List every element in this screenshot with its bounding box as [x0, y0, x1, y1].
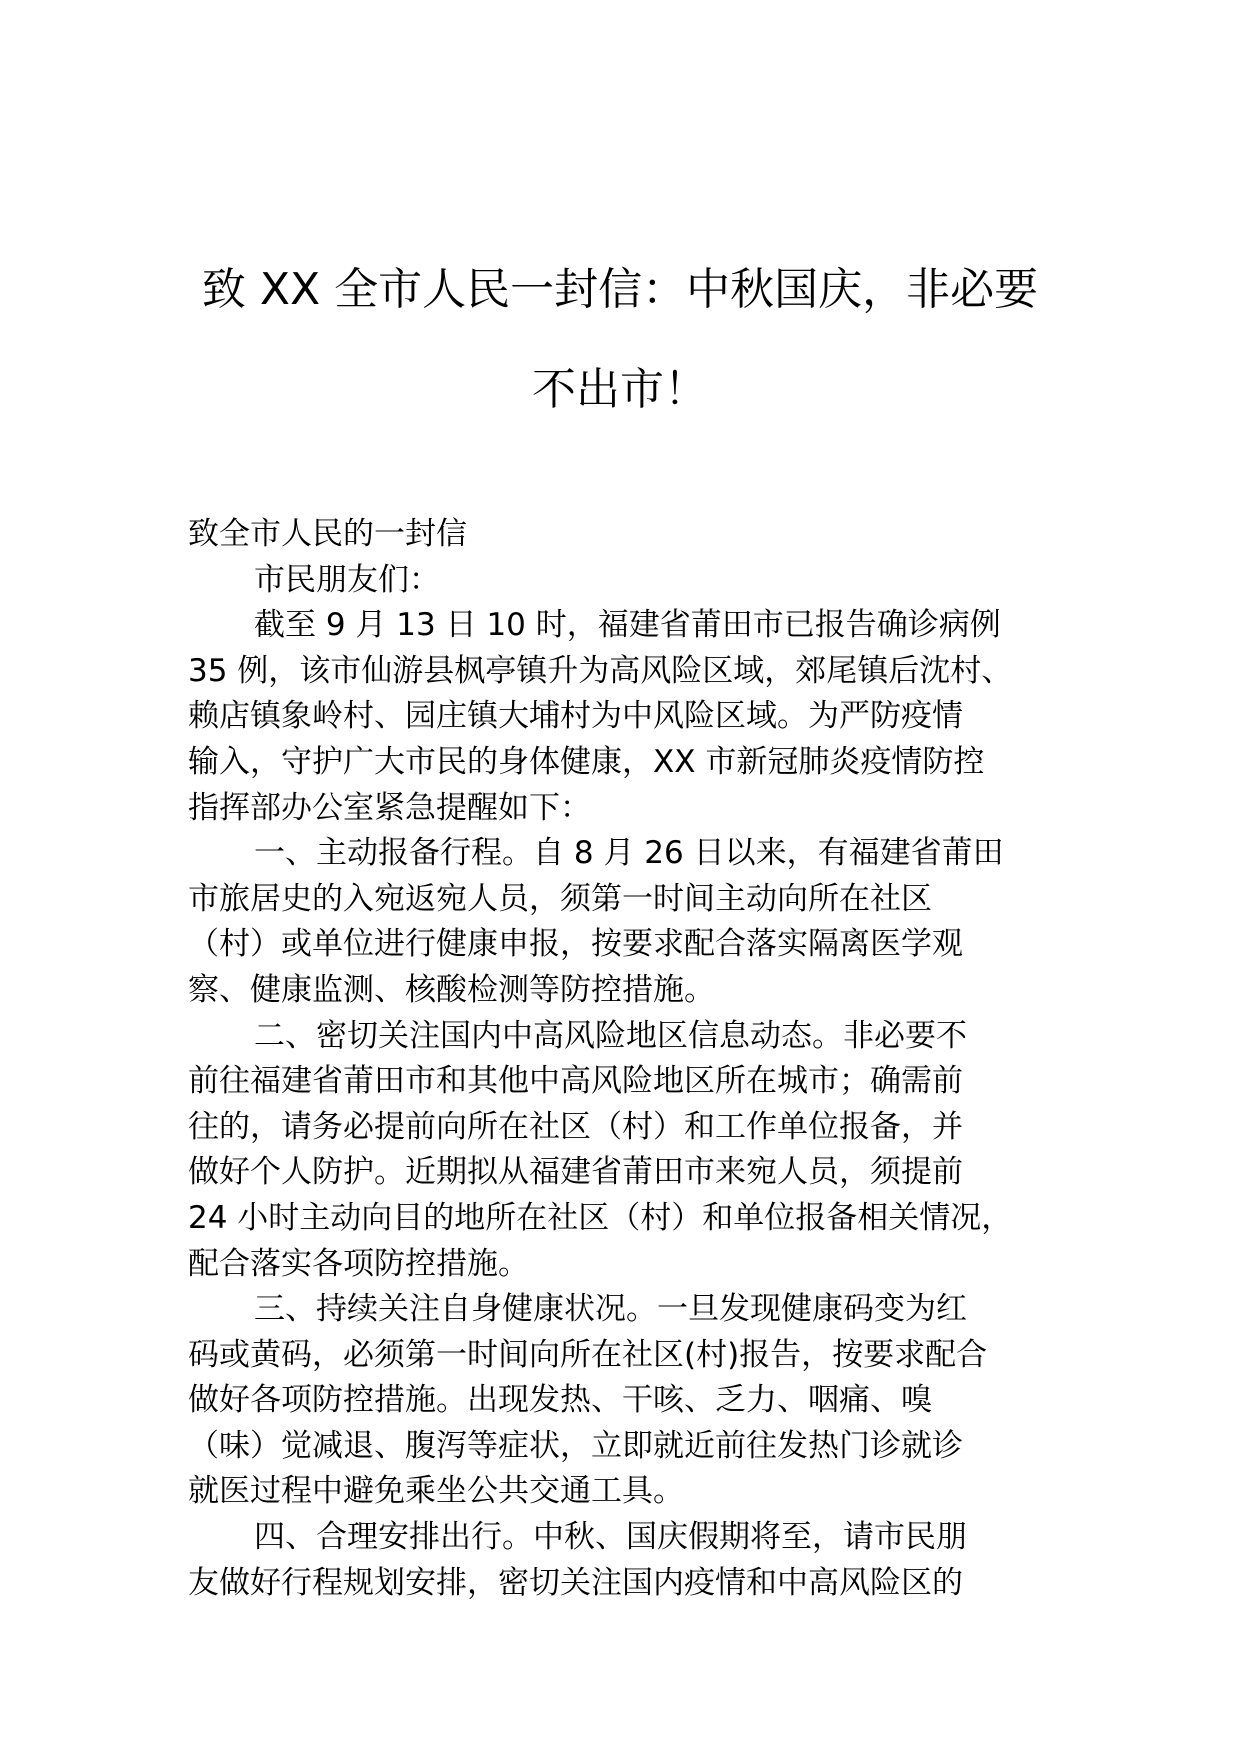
body-line: 做好个人防护。近期拟从福建省莆田市来宛人员，须提前 — [188, 1154, 963, 1191]
body-line: 赖店镇象岭村、园庄镇大埔村为中风险区域。为严防疫情 — [188, 698, 963, 735]
body-line: （村）或单位进行健康申报，按要求配合落实隔离医学观 — [188, 926, 963, 963]
body-line: 二、密切关注国内中高风险地区信息动态。非必要不 — [254, 1017, 967, 1054]
body-line: 输入，守护广大市民的身体健康，XX 市新冠肺炎疫情防控 — [188, 743, 985, 780]
body-line: 指挥部办公室紧急提醒如下： — [188, 789, 591, 826]
body-line: 三、持续关注自身健康状况。一旦发现健康码变为红 — [254, 1291, 967, 1328]
body-line: 35 例，该市仙游县枫亭镇升为高风险区域，郊尾镇后沈村、 — [188, 652, 1013, 689]
page-title — [160, 240, 1080, 440]
body-line: 做好各项防控措施。出现发热、干咳、乏力、咽痛、嗅 — [188, 1382, 932, 1419]
body-line: 一、主动报备行程。自 8 月 26 日以来，有福建省莆田 — [254, 835, 1004, 872]
title-line: 致 XX 全市人民一封信：中秋国庆，非必要 — [201, 264, 1039, 315]
body-line: 致全市人民的一封信 — [188, 516, 467, 552]
body-line: 前往福建省莆田市和其他中高风险地区所在城市；确需前 — [188, 1063, 963, 1100]
body-line: 四、合理安排出行。中秋、国庆假期将至，请市民朋 — [254, 1519, 967, 1556]
body-line: 市旅居史的入宛返宛人员，须第一时间主动向所在社区 — [188, 880, 932, 917]
title-line: 不出市！ — [532, 364, 708, 415]
body-line: 就医过程中避免乘坐公共交通工具。 — [188, 1473, 684, 1510]
body-line: 配合落实各项防控措施。 — [188, 1245, 529, 1282]
body-line: 码或黄码，必须第一时间向所在社区(村)报告，按要求配合 — [188, 1336, 988, 1373]
body-line: 截至 9 月 13 日 10 时，福建省莆田市已报告确诊病例 — [254, 607, 1001, 644]
body-line: （味）觉减退、腹泻等症状，立即就近前往发热门诊就诊 — [188, 1427, 963, 1464]
body-line: 友做好行程规划安排，密切关注国内疫情和中高风险区的 — [188, 1564, 963, 1601]
body-line: 24 小时主动向目的地所在社区（村）和单位报备相关情况， — [188, 1199, 1013, 1236]
body-line: 往的，请务必提前向所在社区（村）和工作单位报备，并 — [188, 1108, 963, 1145]
body-line: 市民朋友们： — [254, 561, 440, 598]
document-body — [188, 512, 1088, 1606]
body-line: 察、健康监测、核酸检测等防控措施。 — [188, 971, 715, 1008]
